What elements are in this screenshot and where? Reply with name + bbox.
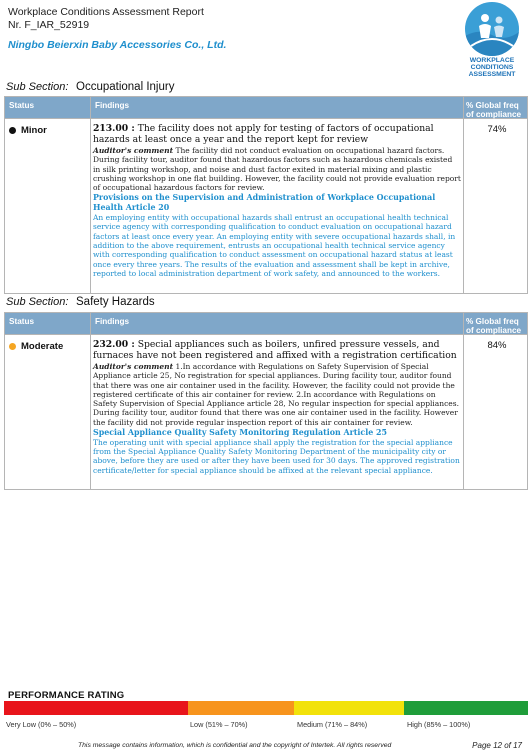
auditor-comment bbox=[93, 362, 461, 427]
sub-section-name: Safety Hazards bbox=[76, 296, 155, 308]
sub-section-name: Occupational Injury bbox=[76, 81, 175, 93]
rating-bar-low bbox=[188, 701, 294, 715]
status-cell bbox=[9, 341, 63, 352]
rating-bar-medium bbox=[294, 701, 404, 715]
provision-title: Provisions on the Supervision and Administration of Workplace Occupational Health Article 20 bbox=[93, 193, 436, 213]
global-freq-value: 84% bbox=[487, 340, 507, 351]
auditor-comment-text: 1.In accordance with Regulations on Safety Supervision of Special Appliance article 25, No registration for special appliances. During facility tour, auditor found that there was one air container used in the facility. However, the facility could not provide the registered certificate of this air container for review. 2.In accordance with Regulations on Safety Supervision of Special Appliance article 28, No regular inspection for special appliances. During facility tour, auditor found that there was one air container used in the facility. However the facility did not provide regular inspection report of this air container for review. bbox=[93, 362, 459, 427]
performance-rating-title: PERFORMANCE RATING bbox=[8, 690, 125, 701]
provision-title: Special Appliance Quality Safety Monitoring Regulation Article 25 bbox=[93, 428, 387, 438]
provision-text: The operating unit with special appliance shall apply the registration for the special appliance from the Special Appliance Quality Safety Monitoring Department of the municipality city or above, before they are used or after they have been used for 30 days. The approved registration certificate/letter for special appliance should be affixed at the relevant special appliance. bbox=[93, 437, 460, 475]
company-name: Ningbo Beierxin Baby Accessories Co., Ltd. bbox=[8, 39, 227, 51]
logo-text-line: ASSESSMENT bbox=[468, 71, 516, 78]
logo-text-line: WORKPLACE bbox=[469, 57, 515, 64]
rating-bar-high bbox=[404, 701, 528, 715]
findings-table bbox=[4, 96, 528, 294]
table-row bbox=[5, 335, 527, 490]
table-header bbox=[5, 97, 527, 119]
auditor-comment-label: Auditor's comment bbox=[93, 146, 174, 155]
logo-text-line: CONDITIONS bbox=[470, 64, 514, 71]
findings-column-header: Findings bbox=[95, 101, 130, 110]
sub-section-label: Sub Section: bbox=[6, 81, 69, 93]
sub-section-label: Sub Section: bbox=[6, 296, 69, 308]
finding-text bbox=[93, 123, 461, 145]
auditor-comment bbox=[93, 146, 461, 192]
global-freq-value: 74% bbox=[487, 124, 507, 135]
severity-dot-icon bbox=[9, 343, 16, 350]
finding-code: 232.00 : bbox=[93, 339, 135, 350]
status-label: Moderate bbox=[21, 341, 64, 352]
report-title: Workplace Conditions Assessment Report bbox=[8, 6, 204, 18]
findings-table bbox=[4, 312, 528, 490]
rating-label-low: Low (51% – 70%) bbox=[190, 720, 248, 729]
rating-bar-very-low bbox=[4, 701, 188, 715]
finding-cell bbox=[93, 123, 461, 278]
severity-dot-icon bbox=[9, 127, 16, 134]
findings-column-header: Findings bbox=[95, 317, 130, 326]
auditor-comment-text: The facility did not conduct evaluation on occupational hazard factors. During facility tour, auditor found that hazardous factors such as hazardous chemicals existed in silk printing workshop, and noise and dust factor exited in material mixing and plastic crushing workshop in one flat building. However, the facility could not provide evaluation report of occupational hazardous factors for review. bbox=[93, 146, 461, 193]
wca-logo bbox=[458, 2, 526, 78]
finding-description: Special appliances such as boilers, unfired pressure vessels, and furnaces have not been registered and affixed with a registration certification bbox=[93, 339, 457, 361]
table-header bbox=[5, 313, 527, 335]
rating-label-medium: Medium (71% – 84%) bbox=[297, 720, 368, 729]
rating-label-high: High (85% – 100%) bbox=[407, 720, 471, 729]
status-column-header: Status bbox=[9, 101, 35, 110]
status-cell bbox=[9, 125, 47, 136]
global-freq-column-header: % Global freq of compliance bbox=[466, 317, 522, 335]
table-row bbox=[5, 119, 527, 294]
page-number: Page 12 of 17 bbox=[472, 741, 522, 750]
finding-cell bbox=[93, 339, 461, 475]
provision-text: An employing entity with occupational hazards shall entrust an occupational health technical service agency with corresponding qualification to conduct evaluation on occupational hazard factors at least once every year. An employing entity with severe occupational hazards shall, in addition to the above requirement, entrusts an occupational health technical service agency with corresponding qualification to conduct assessment on occupational hazard status at least once every three years. The results of the evaluation and assessment shall be kept in archive, reported to local administration department of work safety, and announced to the workers. bbox=[93, 213, 456, 278]
auditor-comment-label: Auditor's comment bbox=[93, 362, 174, 371]
finding-description: The facility does not apply for testing of factors of occupational hazards at least once a year and the report kept for review bbox=[93, 123, 434, 145]
confidentiality-notice: This message contains information, which is confidential and the copyright of Intertek. All rights reserved bbox=[78, 742, 392, 749]
sub-section-heading bbox=[6, 296, 155, 308]
status-column-header: Status bbox=[9, 317, 35, 326]
sub-section-heading bbox=[6, 81, 175, 93]
finding-text bbox=[93, 339, 461, 361]
globe-figures-icon bbox=[465, 2, 519, 56]
status-label: Minor bbox=[21, 125, 47, 136]
rating-label-very-low: Very Low (0% – 50%) bbox=[6, 720, 77, 729]
report-number: Nr. F_IAR_52919 bbox=[8, 19, 90, 31]
finding-code: 213.00 : bbox=[93, 123, 135, 134]
global-freq-column-header: % Global freq of compliance bbox=[466, 101, 522, 119]
